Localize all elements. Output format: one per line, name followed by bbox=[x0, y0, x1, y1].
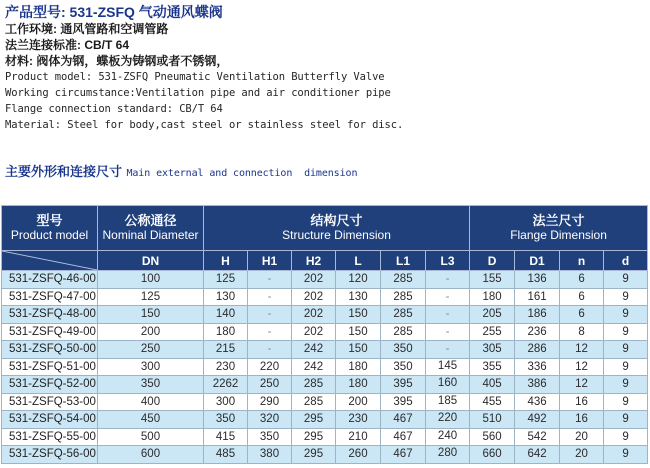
table-cell: 642 bbox=[515, 446, 560, 464]
table-cell: - bbox=[426, 323, 470, 341]
table-row bbox=[2, 428, 648, 446]
model-cell: 531-ZSFQ-53-00 bbox=[2, 393, 98, 411]
col-group-nominal-diameter-en: Nominal Diameter bbox=[102, 228, 199, 242]
table-cell: 300 bbox=[204, 393, 248, 411]
col-group-product-model-cn: 型号 bbox=[36, 213, 63, 228]
table-cell: 242 bbox=[292, 358, 336, 376]
table-cell: 405 bbox=[470, 376, 515, 394]
table-cell: 415 bbox=[204, 428, 248, 446]
flange-standard-cn: 法兰连接标准: CB/T 64 bbox=[5, 38, 130, 52]
table-cell: 16 bbox=[560, 393, 604, 411]
table-cell: 236 bbox=[515, 323, 560, 341]
flange-standard-en: Flange connection standard: CB/T 64 bbox=[5, 103, 223, 115]
col-header-d-small: d bbox=[604, 251, 648, 271]
table-cell: 150 bbox=[336, 341, 381, 359]
table-cell: 295 bbox=[292, 446, 336, 464]
table-cell: 380 bbox=[248, 446, 292, 464]
table-cell: 136 bbox=[515, 271, 560, 289]
table-cell: - bbox=[426, 341, 470, 359]
table-cell: 285 bbox=[292, 393, 336, 411]
col-group-nominal-diameter-cn: 公称通径 bbox=[124, 213, 177, 228]
table-cell: 485 bbox=[204, 446, 248, 464]
table-cell: 200 bbox=[98, 323, 204, 341]
table-cell: 295 bbox=[292, 428, 336, 446]
table-cell: 9 bbox=[604, 358, 648, 376]
table-cell: - bbox=[248, 341, 292, 359]
col-group-flange-dimension bbox=[470, 206, 648, 251]
table-cell: 9 bbox=[604, 446, 648, 464]
table-cell: 120 bbox=[336, 271, 381, 289]
table-row bbox=[2, 306, 648, 324]
col-header-h1: H1 bbox=[248, 251, 292, 271]
table-cell: 510 bbox=[470, 411, 515, 429]
table-cell: 350 bbox=[381, 341, 426, 359]
table-cell: - bbox=[426, 306, 470, 324]
table-cell: 9 bbox=[604, 271, 648, 289]
table-row bbox=[2, 271, 648, 289]
table-row bbox=[2, 393, 648, 411]
model-cell: 531-ZSFQ-47-00 bbox=[2, 288, 98, 306]
col-header-l1: L1 bbox=[381, 251, 426, 271]
table-cell: 9 bbox=[604, 288, 648, 306]
table-row bbox=[2, 288, 648, 306]
table-cell: 140 bbox=[204, 306, 248, 324]
table-cell: 9 bbox=[604, 411, 648, 429]
col-header-l: L bbox=[336, 251, 381, 271]
col-header-d1: D1 bbox=[515, 251, 560, 271]
table-cell: 240 bbox=[426, 428, 470, 446]
material-cn: 材料: 阀体为钢，蝶板为铸钢或者不锈钢， bbox=[5, 54, 229, 68]
table-cell: 286 bbox=[515, 341, 560, 359]
table-cell: 9 bbox=[604, 323, 648, 341]
table-cell: 125 bbox=[98, 288, 204, 306]
table-cell: - bbox=[426, 288, 470, 306]
col-group-product-model-en: Product model bbox=[10, 228, 89, 242]
table-row bbox=[2, 411, 648, 429]
col-header-d: D bbox=[470, 251, 515, 271]
table-cell: 320 bbox=[248, 411, 292, 429]
table-cell: 2262 bbox=[204, 376, 248, 394]
table-cell: 242 bbox=[292, 341, 336, 359]
table-cell: 285 bbox=[381, 323, 426, 341]
table-cell: 186 bbox=[515, 306, 560, 324]
model-cell: 531-ZSFQ-49-00 bbox=[2, 323, 98, 341]
table-cell: 600 bbox=[98, 446, 204, 464]
diagonal-empty-cell bbox=[2, 251, 98, 271]
table-cell: 180 bbox=[336, 358, 381, 376]
table-cell: 250 bbox=[98, 341, 204, 359]
table-cell: 255 bbox=[470, 323, 515, 341]
table-cell: 9 bbox=[604, 341, 648, 359]
table-cell: - bbox=[248, 271, 292, 289]
table-cell: 130 bbox=[336, 288, 381, 306]
table-cell: 436 bbox=[515, 393, 560, 411]
model-cell: 531-ZSFQ-48-00 bbox=[2, 306, 98, 324]
table-cell: 260 bbox=[336, 446, 381, 464]
table-cell: 155 bbox=[470, 271, 515, 289]
table-cell: 350 bbox=[381, 358, 426, 376]
col-group-structure-dimension-cn: 结构尺寸 bbox=[310, 213, 363, 228]
table-cell: 305 bbox=[470, 341, 515, 359]
col-header-n: n bbox=[560, 251, 604, 271]
table-cell: 395 bbox=[381, 393, 426, 411]
table-cell: 150 bbox=[336, 323, 381, 341]
table-row bbox=[2, 446, 648, 464]
table-cell: 355 bbox=[470, 358, 515, 376]
table-cell: 6 bbox=[560, 306, 604, 324]
table-cell: 200 bbox=[336, 393, 381, 411]
model-cell: 531-ZSFQ-51-00 bbox=[2, 358, 98, 376]
table-cell: 210 bbox=[336, 428, 381, 446]
table-column-label-row bbox=[2, 251, 648, 271]
table-cell: 230 bbox=[336, 411, 381, 429]
table-cell: 230 bbox=[204, 358, 248, 376]
table-cell: 9 bbox=[604, 306, 648, 324]
table-cell: 6 bbox=[560, 288, 604, 306]
doc-header bbox=[5, 3, 403, 133]
section-heading bbox=[5, 161, 357, 181]
table-cell: 560 bbox=[470, 428, 515, 446]
table-cell: 12 bbox=[560, 341, 604, 359]
table-group-header-row bbox=[2, 206, 648, 251]
table-cell: 395 bbox=[381, 376, 426, 394]
col-group-structure-dimension bbox=[204, 206, 470, 251]
model-cell: 531-ZSFQ-52-00 bbox=[2, 376, 98, 394]
table-cell: 150 bbox=[336, 306, 381, 324]
table-cell: 215 bbox=[204, 341, 248, 359]
table-cell: 180 bbox=[336, 376, 381, 394]
working-environment-cn: 工作环境: 通风管路和空调管路 bbox=[5, 22, 169, 36]
table-cell: 130 bbox=[204, 288, 248, 306]
table-cell: 295 bbox=[292, 411, 336, 429]
table-row bbox=[2, 376, 648, 394]
material-en: Material: Steel for body,cast steel or stainless steel for disc. bbox=[5, 119, 404, 131]
table-cell: 202 bbox=[292, 323, 336, 341]
table-cell: 492 bbox=[515, 411, 560, 429]
col-group-structure-dimension-en: Structure Dimension bbox=[282, 228, 391, 242]
table-cell: 455 bbox=[470, 393, 515, 411]
table-cell: 180 bbox=[470, 288, 515, 306]
table-cell: 467 bbox=[381, 411, 426, 429]
table-cell: 386 bbox=[515, 376, 560, 394]
table-cell: 185 bbox=[426, 393, 470, 411]
col-group-flange-dimension-en: Flange Dimension bbox=[510, 228, 607, 242]
table-cell: 280 bbox=[426, 446, 470, 464]
table-cell: 660 bbox=[470, 446, 515, 464]
col-group-nominal-diameter bbox=[98, 206, 204, 251]
dimension-table bbox=[1, 205, 648, 464]
diagonal-line bbox=[2, 251, 97, 270]
table-cell: 285 bbox=[381, 288, 426, 306]
table-cell: - bbox=[248, 288, 292, 306]
table-row bbox=[2, 358, 648, 376]
section-heading-cn: 主要外形和连接尺寸 bbox=[5, 164, 123, 179]
table-cell: 9 bbox=[604, 393, 648, 411]
table-cell: 350 bbox=[248, 428, 292, 446]
model-cell: 531-ZSFQ-56-00 bbox=[2, 446, 98, 464]
table-cell: 6 bbox=[560, 271, 604, 289]
table-cell: 202 bbox=[292, 288, 336, 306]
table-cell: 285 bbox=[381, 271, 426, 289]
table-row bbox=[2, 341, 648, 359]
table-cell: 20 bbox=[560, 446, 604, 464]
table-cell: 202 bbox=[292, 306, 336, 324]
table-cell: 202 bbox=[292, 271, 336, 289]
col-header-l3: L3 bbox=[426, 251, 470, 271]
table-cell: 9 bbox=[604, 376, 648, 394]
table-cell: 205 bbox=[470, 306, 515, 324]
working-circumstance-en: Working circumstance:Ventilation pipe and air conditioner pipe bbox=[5, 87, 391, 99]
model-cell: 531-ZSFQ-54-00 bbox=[2, 411, 98, 429]
table-cell: 350 bbox=[204, 411, 248, 429]
table-cell: 400 bbox=[98, 393, 204, 411]
table-cell: - bbox=[248, 323, 292, 341]
table-cell: 285 bbox=[381, 306, 426, 324]
col-header-dn: DN bbox=[98, 251, 204, 271]
col-header-h: H bbox=[204, 251, 248, 271]
table-cell: 542 bbox=[515, 428, 560, 446]
product-title: 产品型号: 531-ZSFQ 气动通风蝶阀 bbox=[5, 4, 223, 20]
table-cell: 467 bbox=[381, 446, 426, 464]
table-cell: 12 bbox=[560, 358, 604, 376]
table-cell: 285 bbox=[292, 376, 336, 394]
table-cell: 467 bbox=[381, 428, 426, 446]
model-cell: 531-ZSFQ-50-00 bbox=[2, 341, 98, 359]
col-group-flange-dimension-cn: 法兰尺寸 bbox=[532, 213, 585, 228]
table-cell: 125 bbox=[204, 271, 248, 289]
table-cell: 250 bbox=[248, 376, 292, 394]
table-cell: 336 bbox=[515, 358, 560, 376]
table-cell: 220 bbox=[426, 411, 470, 429]
table-cell: 20 bbox=[560, 428, 604, 446]
table-cell: 500 bbox=[98, 428, 204, 446]
table-cell: 161 bbox=[515, 288, 560, 306]
table-cell: 150 bbox=[98, 306, 204, 324]
table-cell: 16 bbox=[560, 411, 604, 429]
table-cell: 8 bbox=[560, 323, 604, 341]
table-cell: 220 bbox=[248, 358, 292, 376]
table-cell: 100 bbox=[98, 271, 204, 289]
table-cell: 145 bbox=[426, 358, 470, 376]
table-cell: 160 bbox=[426, 376, 470, 394]
table-row bbox=[2, 323, 648, 341]
table-cell: 300 bbox=[98, 358, 204, 376]
table-cell: - bbox=[248, 306, 292, 324]
table-cell: - bbox=[426, 271, 470, 289]
model-cell: 531-ZSFQ-55-00 bbox=[2, 428, 98, 446]
table-cell: 450 bbox=[98, 411, 204, 429]
model-cell: 531-ZSFQ-46-00 bbox=[2, 271, 98, 289]
table-cell: 9 bbox=[604, 428, 648, 446]
table-cell: 180 bbox=[204, 323, 248, 341]
col-header-h2: H2 bbox=[292, 251, 336, 271]
table-cell: 350 bbox=[98, 376, 204, 394]
table-cell: 12 bbox=[560, 376, 604, 394]
section-heading-en: Main external and connection dimension bbox=[126, 168, 358, 179]
col-group-product-model bbox=[2, 206, 98, 251]
product-model-en: Product model: 531-ZSFQ Pneumatic Ventilation Butterfly Valve bbox=[5, 71, 385, 83]
table-cell: 290 bbox=[248, 393, 292, 411]
